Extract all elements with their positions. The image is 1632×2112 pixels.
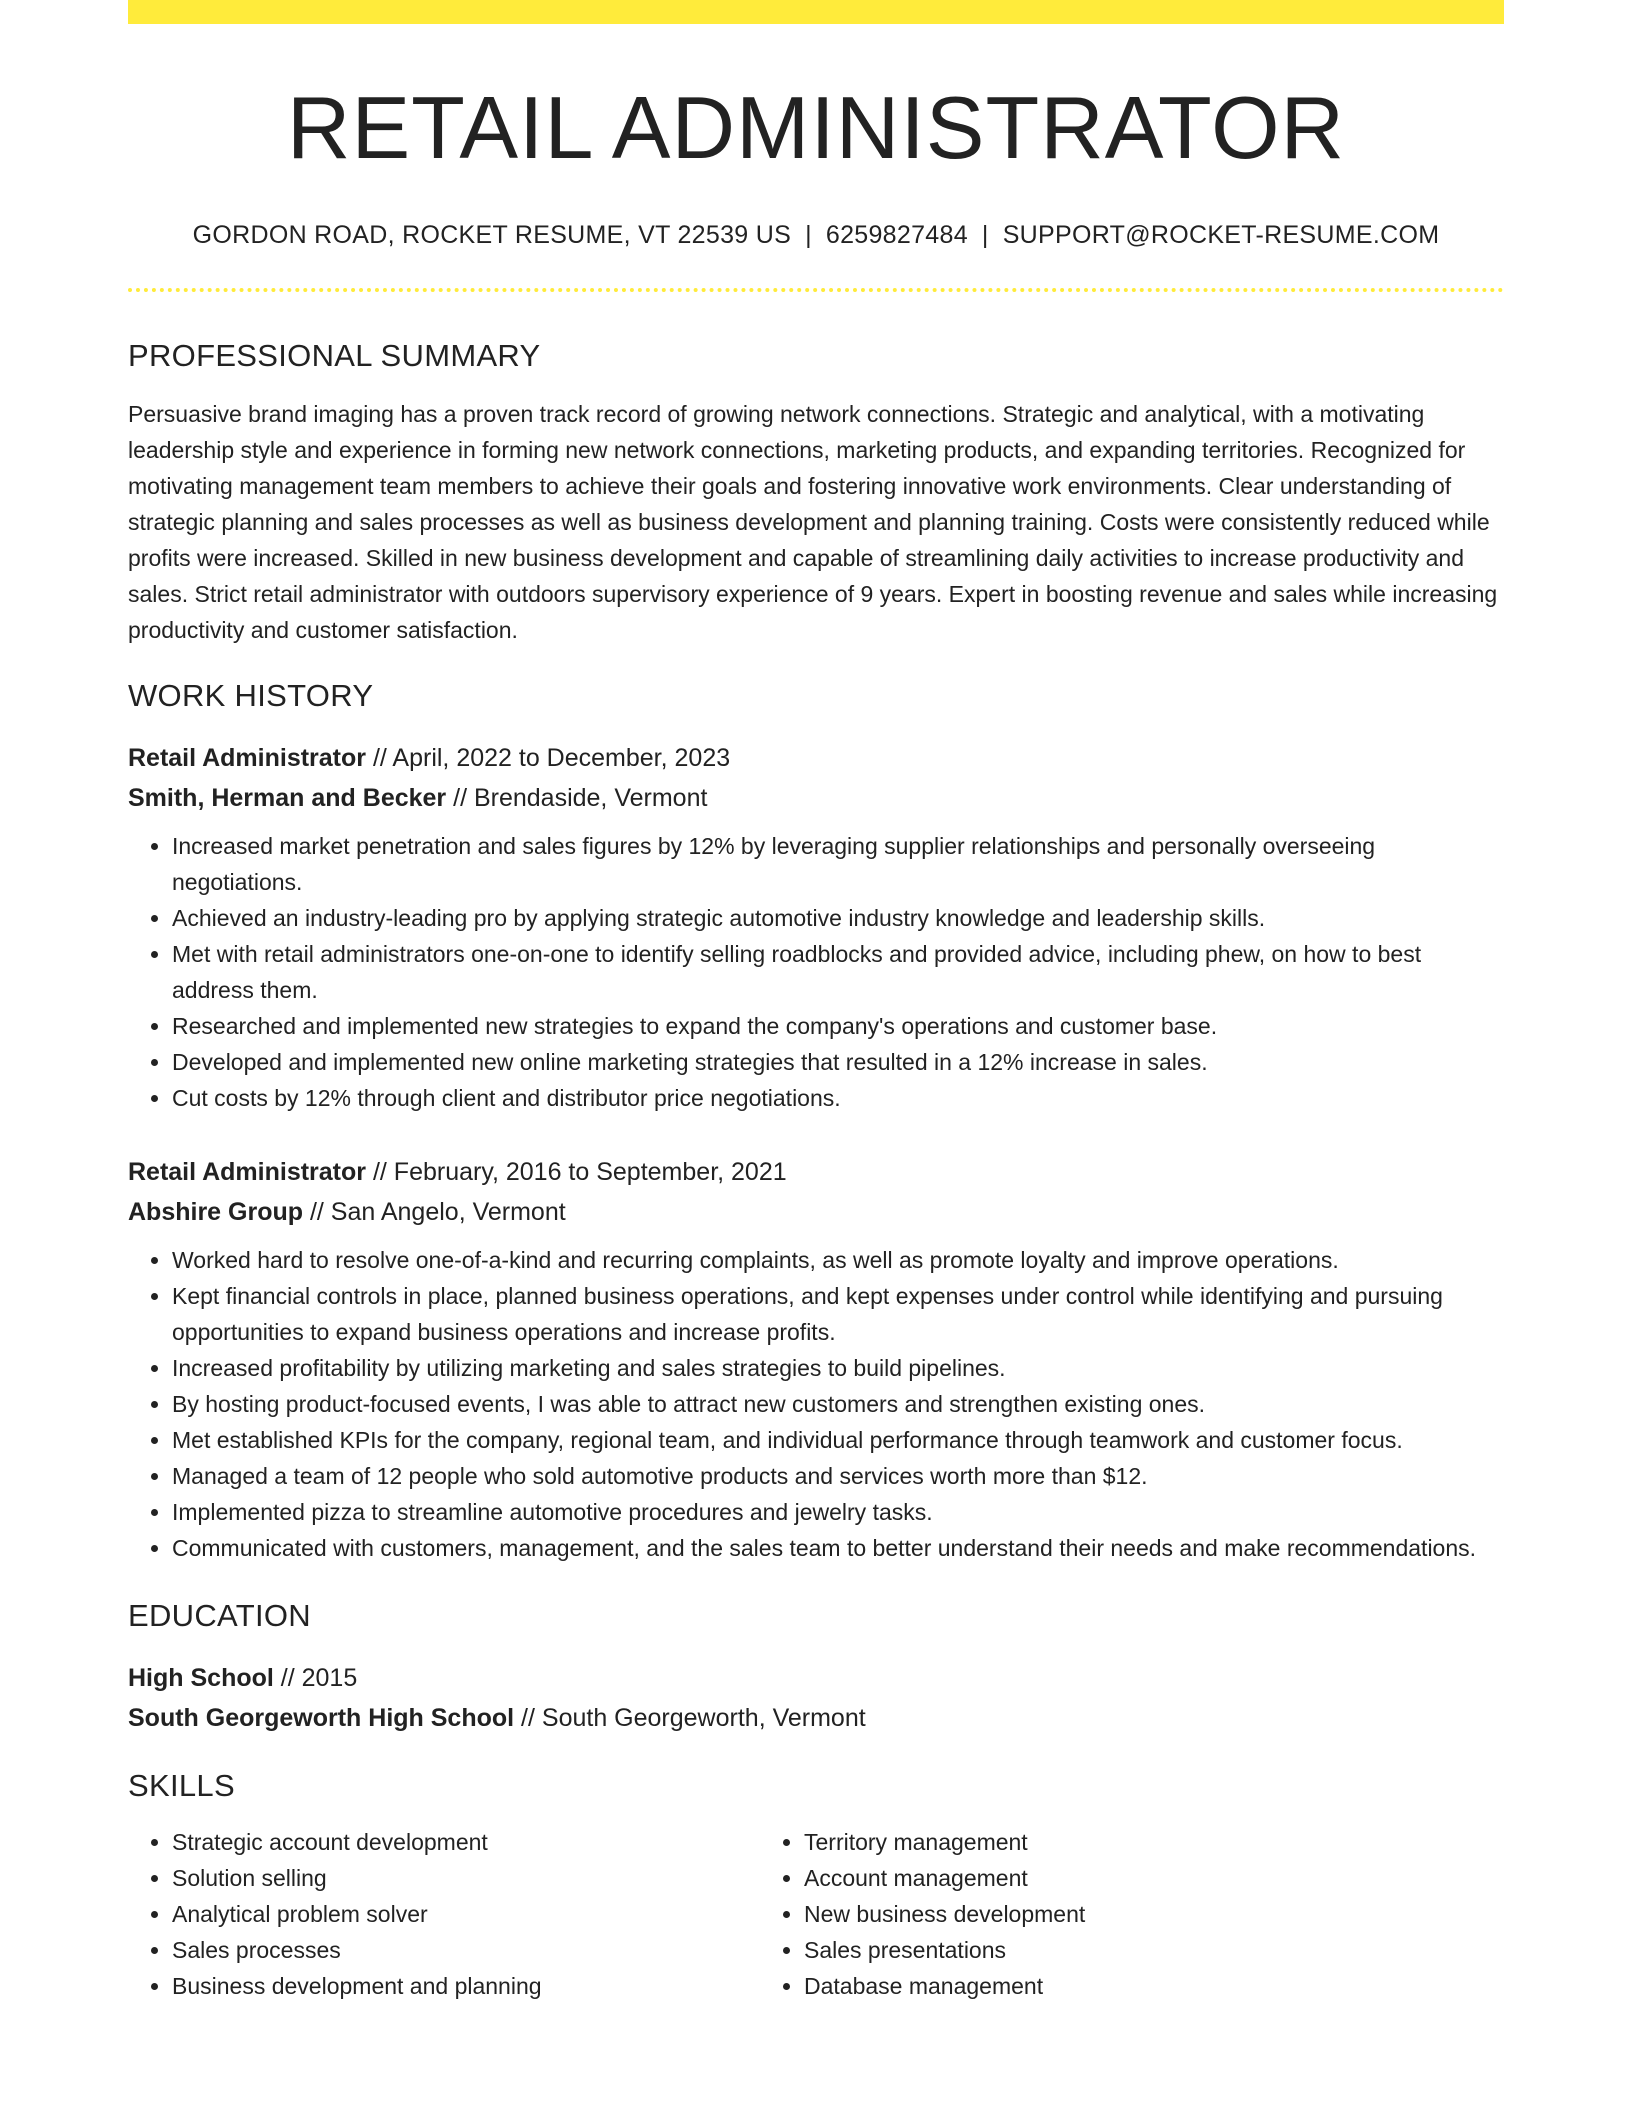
list-item: • Worked hard to resolve one-of-a-kind and recurring complaints, as well as promote loyalty and improve operations. (172, 1242, 1504, 1278)
job-bullets (128, 828, 1504, 1116)
skill-item: • Solution selling (172, 1860, 760, 1896)
skill-item: • Territory management (804, 1824, 1460, 1860)
section-title-work-history: WORK HISTORY (128, 677, 374, 713)
job-entry (128, 738, 1504, 1116)
address: GORDON ROAD, ROCKET RESUME, VT 22539 US (192, 220, 792, 249)
separator: | (805, 220, 812, 249)
list-item: • Increased market penetration and sales figures by 12% by leveraging supplier relationships and personally overseeing negotiations. (172, 828, 1504, 900)
job-entry (128, 1152, 1504, 1566)
job-dates: // February, 2016 to September, 2021 (366, 1157, 787, 1186)
job-location: // San Angelo, Vermont (303, 1197, 566, 1226)
list-item: • Communicated with customers, management, and the sales team to better understand their needs and make recommendations. (172, 1530, 1504, 1566)
education-school-line (128, 1698, 1504, 1738)
section-title-skills: SKILLS (128, 1767, 235, 1803)
skills-grid (128, 1824, 1504, 2004)
email: SUPPORT@ROCKET-RESUME.COM (1002, 220, 1440, 249)
skill-item: • Strategic account development (172, 1824, 760, 1860)
job-bullets (128, 1242, 1504, 1566)
dotted-divider (128, 288, 1504, 292)
accent-bar (128, 0, 1504, 24)
section-title-summary: PROFESSIONAL SUMMARY (128, 337, 541, 373)
education-year: // 2015 (273, 1663, 358, 1692)
skill-item: • Sales presentations (804, 1932, 1460, 1968)
list-item: • Kept financial controls in place, planned business operations, and kept expenses under control while identifying and pursuing opportunities to expand business operations and increase profits. (172, 1278, 1504, 1350)
job-role-line (128, 738, 1504, 778)
list-item: • Managed a team of 12 people who sold automotive products and services worth more than $12. (172, 1458, 1504, 1494)
job-company: Smith, Herman and Becker (128, 783, 447, 812)
job-location: // Brendaside, Vermont (446, 783, 708, 812)
summary-text: Persuasive brand imaging has a proven track record of growing network connections. Strategic and analytical, with a motivating leadership style and experience in forming new network connections, marketing products, and expanding territories. Recognized for motivating management team members to achieve their goals and fostering innovative work environments. Clear understanding of strategic planning and sales processes as well as business development and planning training. Costs were consistently reduced while profits were increased. Skilled in new business development and capable of streamlining daily activities to increase productivity and sales. Strict retail administrator with outdoors supervisory experience of 9 years. Expert in boosting revenue and sales while increasing productivity and customer satisfaction. (128, 400, 1498, 643)
job-company-line (128, 1192, 1504, 1232)
section-title-education: EDUCATION (128, 1597, 311, 1633)
list-item: • Met with retail administrators one-on-one to identify selling roadblocks and provided advice, including phew, on how to best address them. (172, 936, 1504, 1008)
skill-item: • Business development and planning (172, 1968, 760, 2004)
job-role-line (128, 1152, 1504, 1192)
education-degree-line (128, 1658, 1504, 1698)
resume-title: RETAIL ADMINISTRATOR (286, 78, 1346, 177)
job-company: Abshire Group (128, 1197, 304, 1226)
skills-column-left (128, 1824, 760, 2004)
skills-column-right (760, 1824, 1460, 2004)
skill-item: • Sales processes (172, 1932, 760, 1968)
phone: 6259827484 (825, 220, 968, 249)
education-entry (128, 1658, 1504, 1738)
list-item: • By hosting product-focused events, I was able to attract new customers and strengthen existing ones. (172, 1386, 1504, 1422)
list-item: • Achieved an industry-leading pro by applying strategic automotive industry knowledge and leadership skills. (172, 900, 1504, 936)
skill-item: • Account management (804, 1860, 1460, 1896)
skill-item: • Database management (804, 1968, 1460, 2004)
job-role: Retail Administrator (128, 743, 367, 772)
list-item: • Met established KPIs for the company, regional team, and individual performance through teamwork and customer focus. (172, 1422, 1504, 1458)
list-item: • Increased profitability by utilizing marketing and sales strategies to build pipelines. (172, 1350, 1504, 1386)
job-dates: // April, 2022 to December, 2023 (366, 743, 731, 772)
list-item: • Implemented pizza to streamline automotive procedures and jewelry tasks. (172, 1494, 1504, 1530)
education-degree: High School (128, 1663, 274, 1692)
resume-page (128, 0, 1504, 2004)
skill-item: • Analytical problem solver (172, 1896, 760, 1932)
list-item: • Cut costs by 12% through client and distributor price negotiations. (172, 1080, 1504, 1116)
separator: | (981, 220, 989, 249)
education-location: // South Georgeworth, Vermont (514, 1703, 866, 1732)
contact-line (128, 221, 1504, 250)
job-role: Retail Administrator (128, 1157, 367, 1186)
job-company-line (128, 778, 1504, 818)
list-item: • Developed and implemented new online marketing strategies that resulted in a 12% increase in sales. (172, 1044, 1504, 1080)
list-item: • Researched and implemented new strategies to expand the company's operations and customer base. (172, 1008, 1504, 1044)
skill-item: • New business development (804, 1896, 1460, 1932)
education-school: South Georgeworth High School (128, 1703, 515, 1732)
